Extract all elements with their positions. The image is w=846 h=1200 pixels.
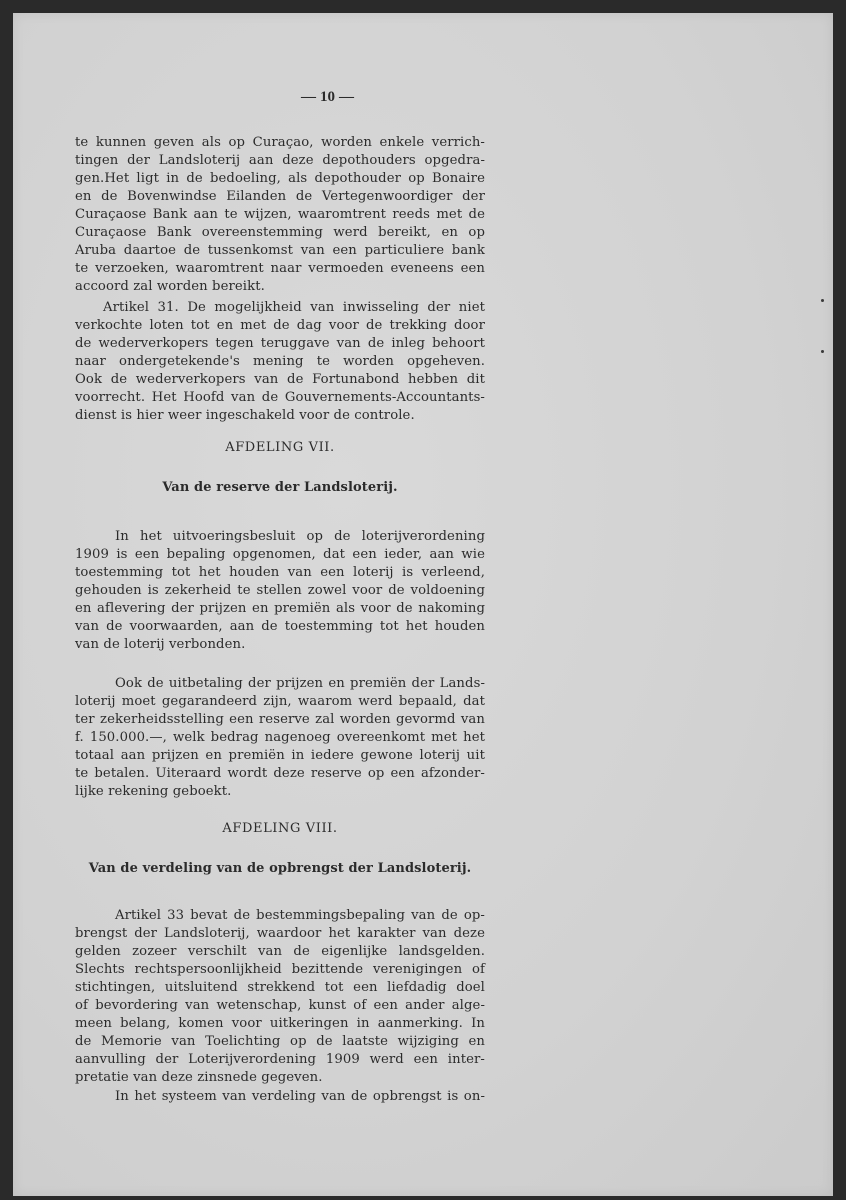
text-line: Slechts rechtspersoonlijkheid bezittende verenigingen of — [75, 962, 485, 977]
text-line: of bevordering van wetenschap, kunst of een ander alge- — [75, 998, 485, 1013]
text-line: Ook de wederverkopers van de Fortunabond hebben dit — [75, 372, 485, 387]
text-line: te kunnen geven als op Curaçao, worden enkele verrich- — [75, 135, 485, 150]
paragraph-uitvoeringsbesluit — [75, 528, 485, 654]
document-page — [13, 13, 833, 1196]
text-line: tingen der Landsloterij aan deze depothouders opgedra- — [75, 153, 485, 168]
text-line: Curaçaose Bank aan te wijzen, waaromtrent reeds met de — [75, 207, 485, 222]
text-line: Ook de uitbetaling der prijzen en premiën der Lands- — [115, 676, 485, 691]
text-line: voorrecht. Het Hoofd van de Gouvernements-Accountants- — [75, 390, 485, 405]
text-line: Aruba daartoe de tussenkomst van een particuliere bank — [75, 243, 485, 258]
text-line: accoord zal worden bereikt. — [75, 279, 265, 294]
text-line: toestemming tot het houden van een loterij is verleend, — [75, 565, 485, 580]
paragraph-uitbetaling — [75, 675, 485, 801]
text-line: pretatie van deze zinsnede gegeven. — [75, 1070, 323, 1085]
text-line: loterij moet gegarandeerd zijn, waarom werd bepaald, dat — [75, 694, 485, 709]
text-line: de Memorie van Toelichting op de laatste wijziging en — [75, 1034, 485, 1049]
text-line: stichtingen, uitsluitend strekkend tot een liefdadig doel — [75, 980, 485, 995]
text-line: lijke rekening geboekt. — [75, 784, 232, 799]
paragraph-systeem — [75, 1088, 485, 1106]
text-line: en de Bovenwindse Eilanden de Vertegenwoordiger der — [75, 189, 485, 204]
section-heading-afdeling-viii: AFDELING VIII. — [222, 821, 338, 836]
text-line: de wederverkopers tegen teruggave van de inleg behoort — [75, 336, 485, 351]
text-line: Artikel 33 bevat de bestemmingsbepaling van de op- — [115, 908, 485, 923]
text-line: In het systeem van verdeling van de opbrengst is on- — [115, 1089, 485, 1104]
paper-speck — [821, 299, 824, 302]
text-line: f. 150.000.—, welk bedrag nagenoeg overeenkomt met het — [75, 730, 485, 745]
text-line: naar ondergetekende's mening te worden opgeheven. — [75, 354, 485, 369]
page-number: — 10 — — [301, 89, 355, 105]
section-heading-afdeling-vii: AFDELING VII. — [225, 440, 335, 455]
text-line: ter zekerheidsstelling een reserve zal worden gevormd van — [75, 712, 485, 727]
paragraph-artikel-31 — [75, 299, 485, 425]
text-line: Artikel 31. De mogelijkheid van inwisseling der niet — [103, 300, 485, 315]
text-line: totaal aan prijzen en premiën in iedere gewone loterij uit — [75, 748, 485, 763]
paragraph-artikel-33 — [75, 907, 485, 1087]
text-line: te betalen. Uiteraard wordt deze reserve op een afzonder- — [75, 766, 485, 781]
text-line: van de voorwaarden, aan de toestemming tot het houden — [75, 619, 485, 634]
text-line: gehouden is zekerheid te stellen zowel voor de voldoening — [75, 583, 485, 598]
text-line: gelden zozeer verschilt van de eigenlijke landsgelden. — [75, 944, 485, 959]
text-line: dienst is hier weer ingeschakeld voor de controle. — [75, 408, 415, 423]
text-line: 1909 is een bepaling opgenomen, dat een ieder, aan wie — [75, 547, 485, 562]
paper-speck — [821, 350, 824, 353]
text-line: In het uitvoeringsbesluit op de loterijverordening — [115, 529, 485, 544]
text-line: verkochte loten tot en met de dag voor de trekking door — [75, 318, 485, 333]
text-line: meen belang, komen voor uitkeringen in aanmerking. In — [75, 1016, 485, 1031]
text-line: gen.Het ligt in de bedoeling, als depothouder op Bonaire — [75, 171, 485, 186]
text-line: Curaçaose Bank overeenstemming werd bereikt, en op — [75, 225, 485, 240]
section-title-verdeling: Van de verdeling van de opbrengst der Landsloterij. — [88, 861, 472, 876]
text-line: van de loterij verbonden. — [75, 637, 246, 652]
text-line: te verzoeken, waaromtrent naar vermoeden eveneens een — [75, 261, 485, 276]
text-line: en aflevering der prijzen en premiën als voor de nakoming — [75, 601, 485, 616]
text-line: aanvulling der Loterijverordening 1909 werd een inter- — [75, 1052, 485, 1067]
section-title-reserve: Van de reserve der Landsloterij. — [162, 480, 398, 495]
text-line: brengst der Landsloterij, waardoor het karakter van deze — [75, 926, 485, 941]
paragraph-depothouders — [75, 134, 485, 296]
